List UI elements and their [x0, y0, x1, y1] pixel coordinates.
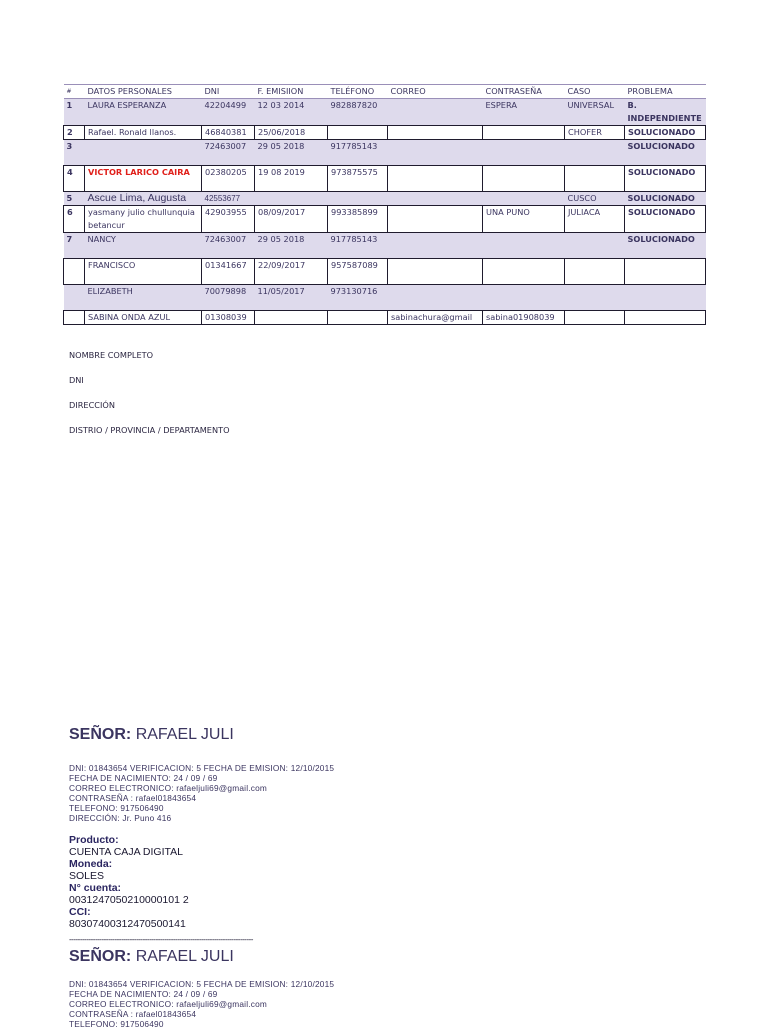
- table-cell: 46840381: [202, 126, 255, 140]
- table-row: [64, 233, 706, 259]
- table-cell: yasmany julio chullunquia betancur: [85, 206, 202, 233]
- senor-name: RAFAEL JULI: [135, 726, 234, 743]
- table-cell: 957587089: [328, 259, 388, 285]
- detail-line: CONTRASEÑA : rafael01843654: [69, 1009, 197, 1019]
- table-cell: 1: [64, 99, 85, 126]
- table-cell: [483, 140, 565, 166]
- table-cell: JULIACA: [565, 206, 625, 233]
- table-cell: 29 05 2018: [255, 140, 328, 166]
- table-cell: [483, 126, 565, 140]
- table-cell: [483, 233, 565, 259]
- table-cell: CHOFER: [565, 126, 625, 140]
- form-label-dni: DNI: [69, 375, 84, 385]
- product-info: [69, 834, 189, 930]
- senor-label: SEÑOR:: [69, 948, 132, 965]
- table-cell: [483, 166, 565, 192]
- table-row: [64, 166, 706, 192]
- table-cell: 5: [64, 192, 85, 206]
- table-cell: 2: [64, 126, 85, 140]
- recipient-heading-2: [69, 948, 234, 966]
- table-cell: [625, 311, 706, 325]
- table-cell: SOLUCIONADO: [625, 126, 706, 140]
- header-cell: TELÉFONO: [328, 85, 388, 99]
- table-cell: UNA PUNO: [483, 206, 565, 233]
- detail-line: CONTRASEÑA : rafael01843654: [69, 793, 197, 803]
- table-cell: [388, 99, 483, 126]
- table-cell: [565, 166, 625, 192]
- table-cell: [388, 259, 483, 285]
- table-cell: [625, 285, 706, 311]
- table-cell: Rafael. Ronald llanos.: [85, 126, 202, 140]
- detail-line: CORREO ELECTRONICO: rafaeljuli69@gmail.com: [69, 783, 268, 793]
- table-cell: 6: [64, 206, 85, 233]
- table-cell: NANCY: [85, 233, 202, 259]
- table-cell: FRANCISCO: [85, 259, 202, 285]
- table-cell: [483, 192, 565, 206]
- detail-line: CORREO ELECTRONICO: rafaeljuli69@gmail.com: [69, 999, 268, 1009]
- table-cell: 01308039: [202, 311, 255, 325]
- table-cell: [64, 311, 85, 325]
- header-cell: #: [64, 85, 85, 99]
- table-cell: ELIZABETH: [85, 285, 202, 311]
- table-cell: 917785143: [328, 233, 388, 259]
- detail-line: DNI: 01843654 VERIFICACION: 5 FECHA DE EMISION: 12/10/2015: [69, 763, 335, 773]
- cci-label: CCI:: [69, 906, 91, 918]
- header-cell: CASO: [565, 85, 625, 99]
- table-cell: [625, 259, 706, 285]
- table-cell: [388, 166, 483, 192]
- table-cell: [483, 259, 565, 285]
- table-cell: Ascue Lima, Augusta: [85, 192, 202, 206]
- header-cell: PROBLEMA: [625, 85, 706, 99]
- table-cell: LAURA ESPERANZA: [85, 99, 202, 126]
- detail-line: DNI: 01843654 VERIFICACION: 5 FECHA DE EMISION: 12/10/2015: [69, 979, 335, 989]
- table-cell: [255, 311, 328, 325]
- table-row: [64, 192, 706, 206]
- table-cell: 982887820: [328, 99, 388, 126]
- table-cell: sabina01908039: [483, 311, 565, 325]
- table-cell: SOLUCIONADO: [625, 140, 706, 166]
- table-cell: 4: [64, 166, 85, 192]
- table-cell: [328, 192, 388, 206]
- table-cell: [565, 233, 625, 259]
- account-number-label: N° cuenta:: [69, 882, 122, 894]
- table-row: [64, 99, 706, 126]
- table-cell: 25/06/2018: [255, 126, 328, 140]
- detail-line: TELEFONO: 917506490: [69, 1019, 164, 1029]
- table-cell: SABINA ONDA AZUL: [85, 311, 202, 325]
- form-label-full-name: NOMBRE COMPLETO: [69, 350, 154, 360]
- product-label: Producto:: [69, 834, 119, 846]
- header-cell: DATOS PERSONALES: [85, 85, 202, 99]
- detail-line: DIRECCIÓN: Jr. Puno 416: [69, 813, 172, 823]
- table-row: [64, 126, 706, 140]
- table-cell: 70079898: [202, 285, 255, 311]
- table-cell: [565, 311, 625, 325]
- senor-label: SEÑOR:: [69, 726, 132, 743]
- product-value: CUENTA CAJA DIGITAL: [69, 846, 183, 858]
- table-cell: 3: [64, 140, 85, 166]
- table-cell: 11/05/2017: [255, 285, 328, 311]
- table-cell: [565, 140, 625, 166]
- table-cell: [483, 285, 565, 311]
- table-header-row: [64, 85, 706, 99]
- table-cell: [565, 285, 625, 311]
- table-cell: SOLUCIONADO: [625, 192, 706, 206]
- table-cell: sabinachura@gmail: [388, 311, 483, 325]
- table-cell: [85, 140, 202, 166]
- table-cell: [64, 259, 85, 285]
- recipient-details: [69, 763, 334, 823]
- table-cell: SOLUCIONADO: [625, 166, 706, 192]
- table-cell: B. INDEPENDIENTE: [625, 99, 706, 126]
- table-cell: CUSCO: [565, 192, 625, 206]
- recipient-heading: [69, 726, 234, 744]
- table-cell: ESPERA: [483, 99, 565, 126]
- detail-line: FECHA DE NACIMIENTO: 24 / 09 / 69: [69, 989, 218, 999]
- senor-name: RAFAEL JULI: [135, 948, 234, 965]
- header-cell: F. EMISIION: [255, 85, 328, 99]
- table-row: [64, 285, 706, 311]
- cci-value: 80307400312470500141: [69, 918, 186, 930]
- table-cell: 42903955: [202, 206, 255, 233]
- separator-line: -------------------------------------------------------------------------------------: [69, 935, 253, 944]
- table-cell: VICTOR LARICO CAIRA: [85, 166, 202, 192]
- table-row: [64, 206, 706, 233]
- table-cell: [565, 259, 625, 285]
- table-cell: 22/09/2017: [255, 259, 328, 285]
- detail-line: FECHA DE NACIMIENTO: 24 / 09 / 69: [69, 773, 218, 783]
- table-cell: [328, 126, 388, 140]
- table-cell: 42553677: [202, 192, 255, 206]
- table-row: [64, 259, 706, 285]
- table-cell: 993385899: [328, 206, 388, 233]
- table-cell: [388, 206, 483, 233]
- table-cell: SOLUCIONADO: [625, 206, 706, 233]
- table-row: [64, 311, 706, 325]
- table-cell: [388, 140, 483, 166]
- table-cell: 01341667: [202, 259, 255, 285]
- records-table: [63, 84, 706, 325]
- recipient-details-2: [69, 979, 334, 1029]
- table-cell: 42204499: [202, 99, 255, 126]
- table-cell: UNIVERSAL: [565, 99, 625, 126]
- header-cell: DNI: [202, 85, 255, 99]
- header-cell: CONTRASEÑA: [483, 85, 565, 99]
- table-cell: 08/09/2017: [255, 206, 328, 233]
- account-number-value: 0031247050210000101 2: [69, 894, 189, 906]
- table-cell: SOLUCIONADO: [625, 233, 706, 259]
- table-cell: 973875575: [328, 166, 388, 192]
- form-label-address: DIRECCIÓN: [69, 400, 115, 410]
- currency-value: SOLES: [69, 870, 105, 882]
- table-cell: [328, 311, 388, 325]
- table-cell: 973130716: [328, 285, 388, 311]
- form-label-district: DISTRIO / PROVINCIA / DEPARTAMENTO: [69, 425, 230, 435]
- table-cell: 72463007: [202, 233, 255, 259]
- table-cell: 29 05 2018: [255, 233, 328, 259]
- table-cell: [255, 192, 328, 206]
- table-cell: 19 08 2019: [255, 166, 328, 192]
- table-row: [64, 140, 706, 166]
- table-cell: 72463007: [202, 140, 255, 166]
- table-cell: 12 03 2014: [255, 99, 328, 126]
- table-cell: 02380205: [202, 166, 255, 192]
- table-cell: [388, 192, 483, 206]
- table-cell: [388, 126, 483, 140]
- detail-line: TELEFONO: 917506490: [69, 803, 164, 813]
- table-cell: 917785143: [328, 140, 388, 166]
- table-cell: [388, 285, 483, 311]
- header-cell: CORREO: [388, 85, 483, 99]
- table-cell: [64, 285, 85, 311]
- table-cell: [388, 233, 483, 259]
- table-cell: 7: [64, 233, 85, 259]
- currency-label: Moneda:: [69, 858, 113, 870]
